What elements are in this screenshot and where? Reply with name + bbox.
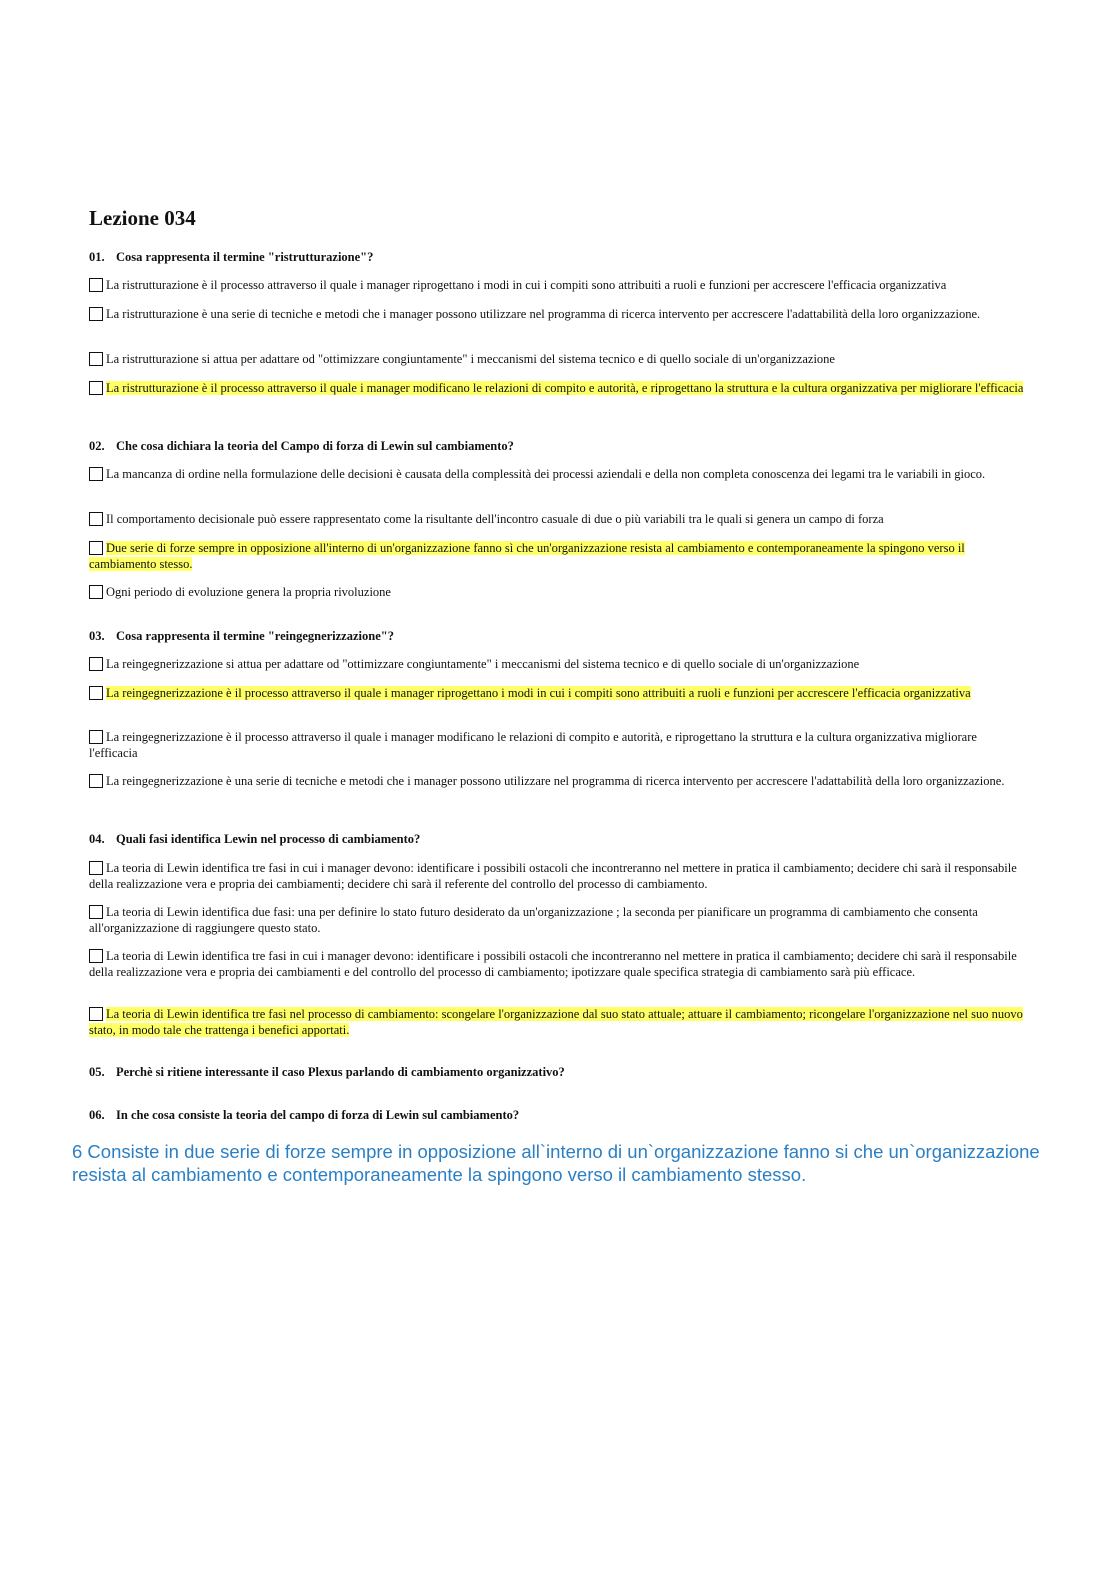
question-number: 06. [89,1108,105,1122]
question-06 [89,1107,1024,1123]
option-text: La teoria di Lewin identifica due fasi: una per definire lo stato futuro desiderato da un'organizzazione ; la seconda per pianificare un programma di cambiamento che consenta all'organizzazione di raggiungere questo stato. [89,905,978,935]
highlighted-option-text: La ristrutturazione è il processo attraverso il quale i manager modificano le relazioni di compito e autorità, e riprogettano la struttura e la cultura organizzativa per migliorare l'efficacia [106,381,1024,395]
option-text: La ristrutturazione è una serie di tecniche e metodi che i manager possono utilizzare nel programma di ricerca intervento per accrescere l'adattabilità della loro organizzazione. [106,307,981,321]
checkbox[interactable] [89,861,103,875]
option-02-b[interactable] [89,511,1024,527]
highlighted-option-text: Due serie di forze sempre in opposizione all'interno di un'organizzazione fanno sì che un'organizzazione resista al cambiamento e contemporaneamente la spingono verso il cambiamento stesso. [89,541,965,571]
checkbox[interactable] [89,512,103,526]
option-text: La reingegnerizzazione è il processo attraverso il quale i manager modificano le relazioni di compito e autorità, e riprogettano la struttura e la cultura organizzativa migliorare l'efficacia [89,730,977,760]
checkbox[interactable] [89,686,103,700]
option-text: La reingegnerizzazione è una serie di tecniche e metodi che i manager possono utilizzare nel programma di ricerca intervento per accrescere l'adattabilità della loro organizzazione. [106,774,1005,788]
option-04-a[interactable] [89,860,1024,892]
option-03-a[interactable] [89,656,1024,672]
question-text: Quali fasi identifica Lewin nel processo di cambiamento? [116,832,421,846]
question-number: 01. [89,250,105,264]
option-text: La mancanza di ordine nella formulazione delle decisioni è causata della complessità dei processi aziendali e della non completa conoscenza dei legami tra le variabili in gioco. [106,467,986,481]
option-01-d-correct[interactable] [89,380,1024,396]
checkbox[interactable] [89,774,103,788]
option-03-d[interactable] [89,773,1024,789]
question-01 [89,249,1024,265]
option-02-d[interactable] [89,584,1024,600]
option-01-a[interactable] [89,277,1024,293]
option-02-c-correct[interactable] [89,540,1024,572]
question-block-04 [89,831,1024,847]
question-block-02 [89,438,1024,454]
highlighted-option-text: La teoria di Lewin identifica tre fasi nel processo di cambiamento: scongelare l'organizzazione dal suo stato attuale; attuare il cambiamento; ricongelare l'organizzazione nel suo nuovo stato, in modo tale che trattenga i benefici apportati. [89,1007,1023,1037]
question-text: Cosa rappresenta il termine "ristrutturazione"? [116,250,374,264]
option-04-c[interactable] [89,948,1024,980]
question-number: 05. [89,1065,105,1079]
option-text: La teoria di Lewin identifica tre fasi in cui i manager devono: identificare i possibili ostacoli che incontreranno nel mettere in pratica il cambiamento; decidere chi sarà il responsabile della realizzazione vera e propria dei cambiamenti e del controllo del processo di cambiamento; ipotizzare quale specifica strategia di cambiamento sarà più efficace. [89,949,1017,979]
checkbox[interactable] [89,949,103,963]
checkbox[interactable] [89,905,103,919]
answer-text: 6 Consiste in due serie di forze sempre in opposizione all`interno di un`organizzazione fanno si che un`organizzazione resista al cambiamento e contemporaneamente la spingono verso il cambiamento stesso. [72,1141,1040,1185]
option-text: La reingegnerizzazione si attua per adattare od "ottimizzare congiuntamente" i meccanismi del sistema tecnico e di quello sociale di un'organizzazione [106,657,860,671]
option-01-c[interactable] [89,351,1024,367]
option-04-b[interactable] [89,904,1024,936]
question-04 [89,831,1024,847]
highlighted-option-text: La reingegnerizzazione è il processo attraverso il quale i manager riprogettano i modi in cui i compiti sono attribuiti a ruoli e funzioni per accrescere l'efficacia organizzativa [106,686,971,700]
question-text: Cosa rappresenta il termine "reingegnerizzazione"? [116,629,394,643]
question-block-01 [89,249,1024,265]
question-05 [89,1064,1024,1080]
option-03-c[interactable] [89,729,1024,761]
option-text: La ristrutturazione si attua per adattare od "ottimizzare congiuntamente" i meccanismi del sistema tecnico e di quello sociale di un'organizzazione [106,352,835,366]
question-text: Perchè si ritiene interessante il caso Plexus parlando di cambiamento organizzativo? [116,1065,565,1079]
checkbox[interactable] [89,585,103,599]
question-text: In che cosa consiste la teoria del campo di forza di Lewin sul cambiamento? [116,1108,520,1122]
checkbox[interactable] [89,278,103,292]
checkbox[interactable] [89,730,103,744]
question-number: 04. [89,832,105,846]
question-block-05 [89,1064,1024,1080]
question-02 [89,438,1024,454]
question-03 [89,628,1024,644]
option-text: Ogni periodo di evoluzione genera la propria rivoluzione [106,585,391,599]
question-block-03 [89,628,1024,644]
question-block-06 [89,1107,1024,1123]
question-text: Che cosa dichiara la teoria del Campo di forza di Lewin sul cambiamento? [116,439,514,453]
option-text: Il comportamento decisionale può essere rappresentato come la risultante dell'incontro casuale di due o più variabili tra le quali si genera un campo di forza [106,512,884,526]
checkbox[interactable] [89,352,103,366]
checkbox[interactable] [89,657,103,671]
option-04-d-correct[interactable] [89,1006,1024,1038]
checkbox[interactable] [89,1007,103,1021]
checkbox[interactable] [89,467,103,481]
checkbox[interactable] [89,381,103,395]
option-03-b-correct[interactable] [89,685,1024,701]
question-number: 03. [89,629,105,643]
question-number: 02. [89,439,105,453]
option-text: La teoria di Lewin identifica tre fasi in cui i manager devono: identificare i possibili ostacoli che incontreranno nel mettere in pratica il cambiamento; decidere chi sarà il responsabile della realizzazione vera e propria dei cambiamenti; decidere chi sarà il referente del controllo del processo di cambiamento. [89,861,1017,891]
checkbox[interactable] [89,541,103,555]
checkbox[interactable] [89,307,103,321]
option-text: La ristrutturazione è il processo attraverso il quale i manager riprogettano i modi in cui i compiti sono attribuiti a ruoli e funzioni per accrescere l'efficacia organizzativa [106,278,947,292]
lesson-title: Lezione 034 [89,206,196,230]
option-02-a[interactable] [89,466,1024,482]
option-01-b[interactable] [89,306,1024,322]
